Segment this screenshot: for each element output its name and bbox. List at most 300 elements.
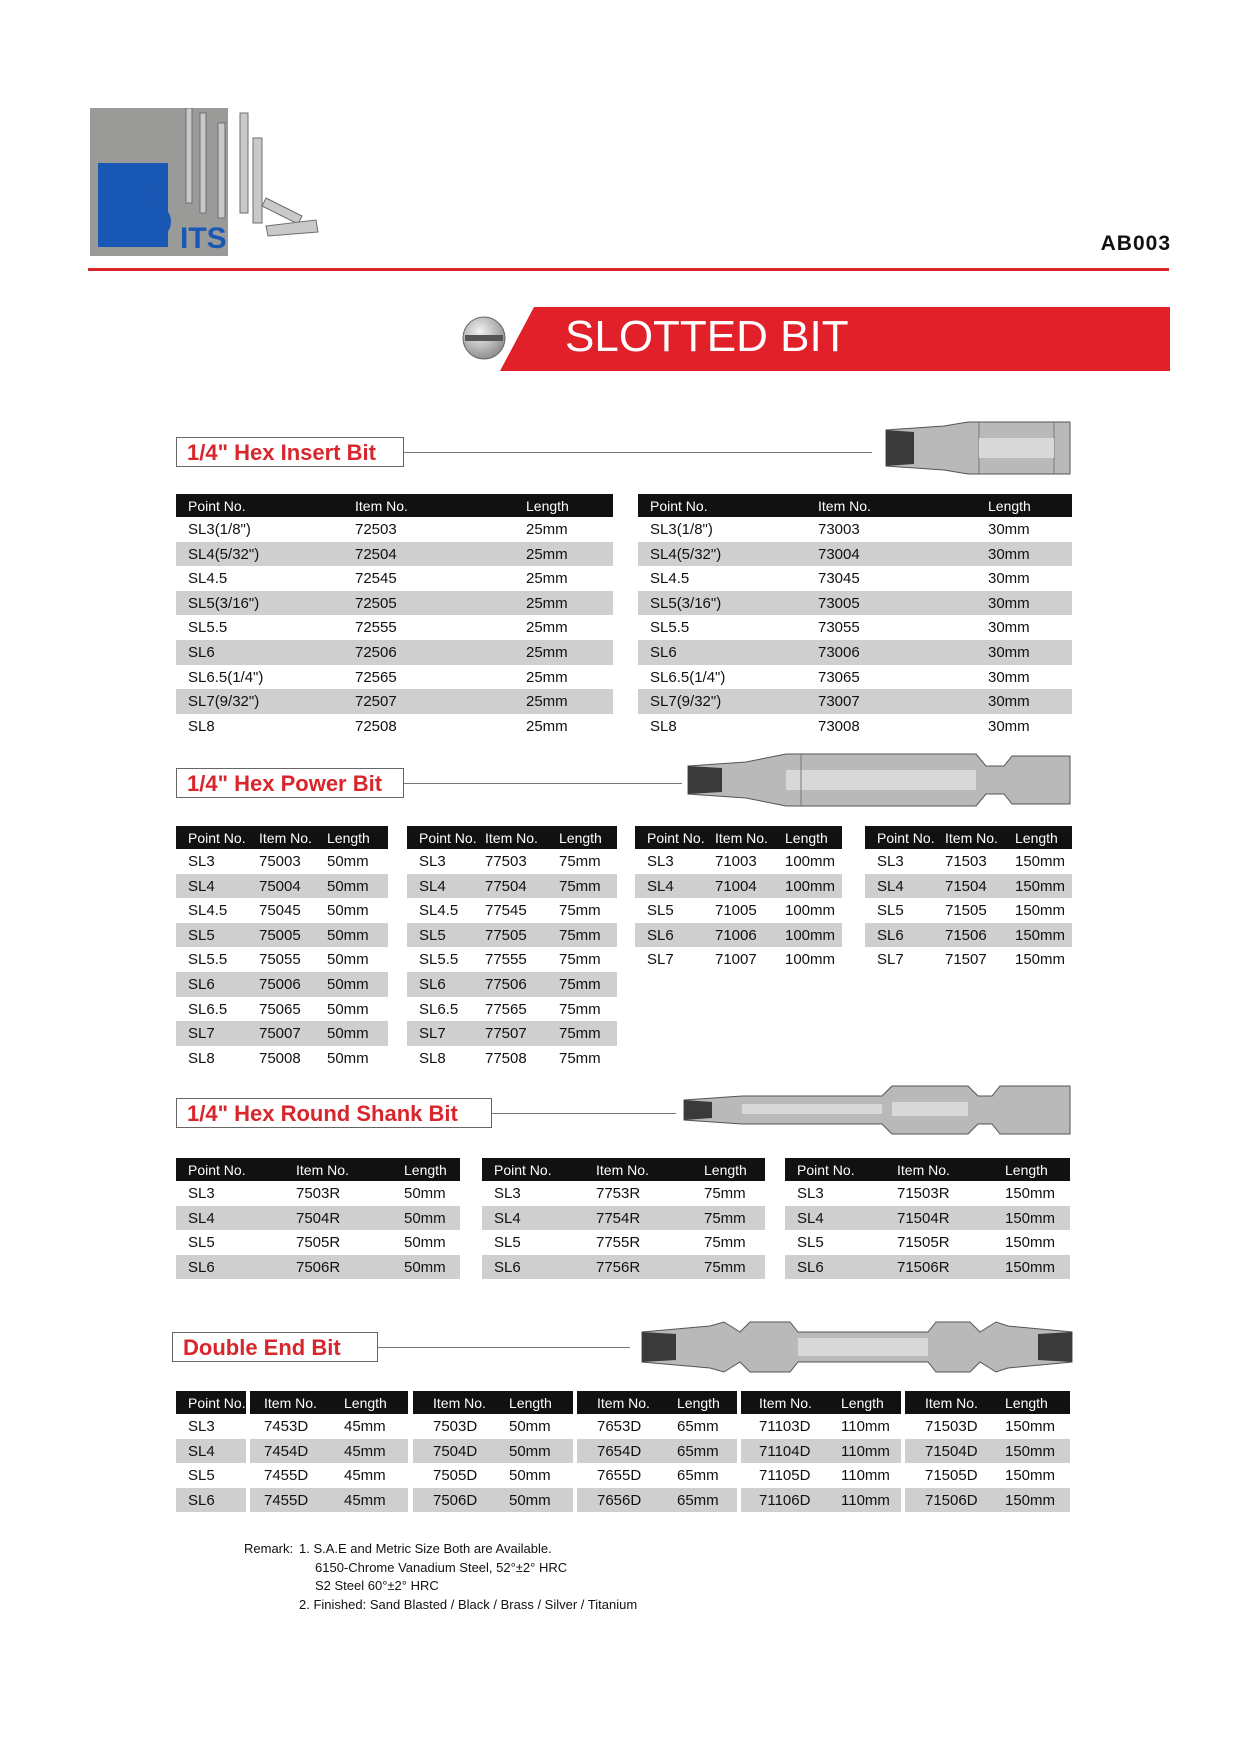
table-row [482,1181,765,1206]
table-cell: 110mm [841,1442,890,1460]
table-cell: 7753R [596,1185,641,1202]
table-row [176,874,388,899]
table-cell: SL4 [877,877,904,895]
table-cell: 77508 [485,1049,527,1067]
table-cell: SL6 [877,926,904,944]
section-rule-power [404,783,682,784]
spec-table-power [407,826,617,1070]
remark-line: S2 Steel 60°±2° HRC [315,1578,439,1593]
table-cell: 71103D [759,1418,811,1435]
column-header: Length [704,1162,747,1178]
table-cell: 73007 [818,693,860,711]
column-header: Point No. [188,498,246,514]
table-cell: 50mm [327,877,369,895]
table-cell: 71505D [925,1467,978,1485]
table-cell: SL4.5 [650,570,690,588]
table-header [250,1391,408,1414]
table-cell: 71104D [759,1442,811,1460]
table-cell: 65mm [677,1442,719,1460]
header-rule [88,268,1169,271]
table-row [638,542,1072,567]
table-cell: 72507 [355,693,397,711]
column-header: Item No. [818,498,871,514]
table-cell: 71506R [897,1258,950,1276]
table-cell: 7653D [597,1418,642,1435]
column-header: Item No. [597,1395,650,1411]
spec-table-double [577,1391,737,1512]
table-cell: 25mm [526,521,568,538]
column-header: Length [1015,830,1058,846]
table-cell: 7654D [597,1442,642,1460]
table-cell: SL4(5/32") [188,545,260,563]
table-row [176,665,613,690]
table-cell: 71003 [715,853,757,870]
spec-table-double [413,1391,573,1512]
column-header: Length [1005,1395,1048,1411]
column-header: Item No. [945,830,998,846]
table-cell: 71007 [715,951,757,969]
column-header: Length [841,1395,884,1411]
table-row [413,1463,573,1488]
table-cell: 100mm [785,951,836,969]
table-cell: SL6 [188,643,215,661]
table-cell: 75mm [559,1000,601,1018]
table-cell: 30mm [988,693,1030,711]
table-cell: 150mm [1015,926,1066,944]
table-cell: SL4(5/32") [650,545,722,563]
table-cell: 7655D [597,1467,642,1485]
spec-table-round [176,1158,460,1279]
table-cell: 50mm [404,1185,446,1202]
table-row [635,849,842,874]
table-cell: 7754R [596,1209,641,1227]
table-cell: SL3 [188,853,215,870]
table-row [741,1439,901,1464]
table-cell: 30mm [988,643,1030,661]
table-cell: SL4 [419,877,446,895]
table-row [407,898,617,923]
table-row [413,1439,573,1464]
column-header: Length [559,830,602,846]
table-row [865,923,1072,948]
table-cell: 75mm [559,877,601,895]
table-cell: 71507 [945,951,987,969]
table-cell: SL7 [877,951,904,969]
table-cell: 45mm [344,1418,386,1435]
table-cell: 50mm [509,1491,551,1509]
column-header: Point No. [797,1162,855,1178]
column-header: Length [785,830,828,846]
table-cell: 72503 [355,521,397,538]
column-header: Point No. [650,498,708,514]
table-cell: 110mm [841,1467,890,1485]
column-header: Point No. [647,830,705,846]
table-cell: 75mm [704,1185,746,1202]
table-cell: 25mm [526,643,568,661]
table-cell: 75006 [259,975,301,993]
table-cell: 7755R [596,1234,641,1252]
column-header: Item No. [596,1162,649,1178]
table-row [176,640,613,665]
table-cell: SL6 [797,1258,824,1276]
table-cell: 50mm [327,1000,369,1018]
table-cell: SL4 [188,1442,215,1460]
table-header [635,826,842,849]
table-row [785,1206,1070,1231]
column-header: Length [509,1395,552,1411]
table-cell: 75003 [259,853,301,870]
table-cell: SL3 [188,1185,215,1202]
section-label-insert: 1/4" Hex Insert Bit [176,437,404,467]
table-row [741,1414,901,1439]
table-cell: SL5.5 [650,619,690,637]
power-bit-icon [686,752,1072,808]
table-cell: 50mm [327,902,369,920]
column-header: Length [404,1162,447,1178]
table-cell: 71503R [897,1185,950,1202]
table-cell: SL4 [797,1209,824,1227]
table-row [250,1414,408,1439]
column-header: Item No. [759,1395,812,1411]
table-cell: 71503 [945,853,987,870]
table-cell: 150mm [1015,902,1066,920]
table-cell: 25mm [526,717,568,735]
table-header [577,1391,737,1414]
table-cell: 45mm [344,1467,386,1485]
spec-table-power [635,826,842,972]
table-cell: SL5 [647,902,674,920]
insert-bit-icon [884,420,1072,476]
column-header: Point No. [188,830,246,846]
table-cell: SL4 [188,877,215,895]
table-cell: 73004 [818,545,860,563]
table-cell: SL6 [188,975,215,993]
table-row [176,1230,460,1255]
table-cell: SL5 [188,1467,215,1485]
table-cell: 150mm [1005,1491,1056,1509]
table-header [176,826,388,849]
table-cell: 25mm [526,693,568,711]
table-cell: 25mm [526,619,568,637]
table-row [407,972,617,997]
table-cell: 50mm [327,926,369,944]
table-header [905,1391,1070,1414]
table-cell: SL7 [647,951,674,969]
spec-table-insert [176,494,613,738]
table-cell: 25mm [526,668,568,686]
remark-line: 2. Finished: Sand Blasted / Black / Brass / Silver / Titanium [299,1596,638,1612]
table-row [905,1439,1070,1464]
table-row [176,923,388,948]
bits-logo [90,108,332,256]
table-row [176,1255,460,1280]
table-cell: SL6 [650,643,677,661]
table-cell: 150mm [1005,1185,1056,1202]
table-cell: 75mm [559,902,601,920]
table-header [865,826,1072,849]
table-cell: 7504R [296,1209,341,1227]
spec-table-double [176,1391,246,1512]
table-row [865,874,1072,899]
table-cell: 100mm [785,877,836,895]
column-header: Point No. [419,830,477,846]
table-cell: 150mm [1005,1234,1056,1252]
table-row [785,1255,1070,1280]
section-label-power: 1/4" Hex Power Bit [176,768,404,798]
column-header: Length [988,498,1031,514]
table-row [905,1414,1070,1439]
table-row [638,640,1072,665]
column-header: Point No. [494,1162,552,1178]
table-header [176,494,613,517]
table-cell: 72504 [355,545,397,563]
table-row [176,689,613,714]
table-cell: 71505R [897,1234,950,1252]
table-cell: SL4.5 [419,902,459,920]
table-cell: 75005 [259,926,301,944]
table-cell: SL3(1/8") [650,521,713,538]
table-row [638,714,1072,739]
table-cell: 75065 [259,1000,301,1018]
table-cell: 75mm [559,1025,601,1043]
table-cell: SL4 [647,877,674,895]
table-cell: 72555 [355,619,397,637]
table-row [176,591,613,616]
table-cell: 77504 [485,877,527,895]
table-cell: 65mm [677,1467,719,1485]
table-cell: SL5(3/16") [188,594,260,612]
table-row [905,1463,1070,1488]
table-row [176,566,613,591]
table-cell: 7506D [433,1491,478,1509]
table-row [407,923,617,948]
table-cell: SL5 [797,1234,824,1252]
table-cell: SL3 [797,1185,824,1202]
table-row [785,1181,1070,1206]
table-cell: 75mm [559,1049,601,1067]
column-header: Item No. [259,830,312,846]
table-row [250,1439,408,1464]
table-cell: SL4.5 [188,570,228,588]
table-row [785,1230,1070,1255]
table-cell: SL5.5 [188,619,228,637]
table-cell: 72506 [355,643,397,661]
table-cell: 71503D [925,1418,978,1435]
table-row [865,898,1072,923]
table-cell: 75055 [259,951,301,969]
spec-table-double [905,1391,1070,1512]
table-row [176,615,613,640]
table-cell: 7656D [597,1491,642,1509]
table-row [638,689,1072,714]
table-cell: 71506 [945,926,987,944]
column-header: Item No. [897,1162,950,1178]
table-cell: 73003 [818,521,860,538]
table-row [865,849,1072,874]
table-row [577,1488,737,1513]
table-cell: 150mm [1005,1442,1056,1460]
table-row [407,997,617,1022]
column-header: Length [1005,1162,1048,1178]
table-cell: 50mm [327,975,369,993]
table-cell: 50mm [404,1234,446,1252]
bits-logo-b-glyph: B [106,154,176,256]
table-cell: 73055 [818,619,860,637]
table-row [176,1046,388,1071]
table-cell: 150mm [1015,877,1066,895]
table-row [635,874,842,899]
table-row [176,972,388,997]
table-cell: 7453D [264,1418,309,1435]
table-cell: 30mm [988,570,1030,588]
table-cell: 50mm [327,1025,369,1043]
table-row [176,1439,246,1464]
table-cell: 73008 [818,717,860,735]
table-cell: 73045 [818,570,860,588]
table-cell: 71106D [759,1491,811,1509]
column-header: Length [344,1395,387,1411]
table-cell: SL5 [494,1234,521,1252]
table-row [482,1230,765,1255]
table-cell: 75mm [704,1209,746,1227]
table-cell: SL6.5(1/4") [650,668,726,686]
column-header: Item No. [485,830,538,846]
table-cell: 45mm [344,1491,386,1509]
table-row [635,898,842,923]
table-cell: SL3 [877,853,904,870]
column-header: Length [677,1395,720,1411]
table-cell: 71006 [715,926,757,944]
table-cell: 75045 [259,902,301,920]
table-cell: 72545 [355,570,397,588]
table-row [176,1488,246,1513]
column-header: Length [327,830,370,846]
table-cell: 50mm [509,1467,551,1485]
table-row [413,1488,573,1513]
table-cell: 73006 [818,643,860,661]
table-cell: 77505 [485,926,527,944]
table-cell: 75004 [259,877,301,895]
table-cell: SL6.5 [188,1000,228,1018]
table-cell: 7505R [296,1234,341,1252]
table-cell: SL6.5 [419,1000,459,1018]
round-shank-bit-icon [682,1082,1072,1138]
table-cell: 75mm [559,975,601,993]
table-row [176,1021,388,1046]
table-cell: SL6 [647,926,674,944]
table-row [577,1414,737,1439]
table-cell: 75008 [259,1049,301,1067]
table-header [638,494,1072,517]
table-cell: 150mm [1005,1209,1056,1227]
table-row [176,714,613,739]
table-header [407,826,617,849]
section-label-round: 1/4" Hex Round Shank Bit [176,1098,492,1128]
table-row [905,1488,1070,1513]
table-cell: 72565 [355,668,397,686]
table-cell: SL3 [188,1418,215,1435]
section-label-double: Double End Bit [172,1332,378,1362]
spec-table-round [785,1158,1070,1279]
spec-table-double [741,1391,901,1512]
table-row [482,1206,765,1231]
table-cell: SL8 [188,717,215,735]
page-title: SLOTTED BIT [565,312,849,361]
table-row [176,1206,460,1231]
remark-line: 1. S.A.E and Metric Size Both are Available. [299,1541,552,1556]
table-cell: 77555 [485,951,527,969]
table-header [176,1158,460,1181]
column-header: Item No. [433,1395,486,1411]
spec-table-power [865,826,1072,972]
table-cell: SL6 [188,1491,215,1509]
column-header: Item No. [296,1162,349,1178]
table-row [638,665,1072,690]
table-cell: 71505 [945,902,987,920]
table-cell: 7503R [296,1185,341,1202]
column-header: Item No. [355,498,408,514]
table-cell: 77506 [485,975,527,993]
table-cell: SL7 [419,1025,446,1043]
table-cell: 100mm [785,853,836,870]
table-cell: 7503D [433,1418,478,1435]
table-cell: SL5.5 [188,951,228,969]
table-header [741,1391,901,1414]
table-cell: SL5 [188,1234,215,1252]
table-cell: SL3(1/8") [188,521,251,538]
table-cell: 75mm [559,853,601,870]
table-row [176,997,388,1022]
table-row [176,542,613,567]
table-row [638,566,1072,591]
table-row [176,1414,246,1439]
table-row [413,1414,573,1439]
table-row [638,591,1072,616]
table-cell: 71504D [925,1442,978,1460]
double-end-bit-icon [640,1318,1074,1376]
table-cell: 7454D [264,1442,309,1460]
table-cell: 77503 [485,853,527,870]
table-cell: 150mm [1005,1418,1056,1435]
table-row [635,947,842,972]
table-cell: 30mm [988,521,1030,538]
table-header [482,1158,765,1181]
table-cell: 30mm [988,668,1030,686]
table-row [865,947,1072,972]
table-cell: 72508 [355,717,397,735]
remark-line: 6150-Chrome Vanadium Steel, 52°±2° HRC [315,1559,568,1575]
table-cell: 150mm [1005,1258,1056,1276]
table-cell: 72505 [355,594,397,612]
table-row [407,1021,617,1046]
table-row [407,874,617,899]
table-cell: 75mm [559,926,601,944]
table-row [176,947,388,972]
table-row [638,517,1072,542]
table-row [250,1488,408,1513]
table-cell: 25mm [526,594,568,612]
column-header: Point No. [877,830,935,846]
section-rule-insert [404,452,872,453]
table-cell: 50mm [327,1049,369,1067]
spec-table-power [176,826,388,1070]
table-header [413,1391,573,1414]
table-row [577,1439,737,1464]
table-cell: 30mm [988,717,1030,735]
table-cell: 71005 [715,902,757,920]
table-cell: SL3 [494,1185,521,1202]
table-cell: 100mm [785,926,836,944]
